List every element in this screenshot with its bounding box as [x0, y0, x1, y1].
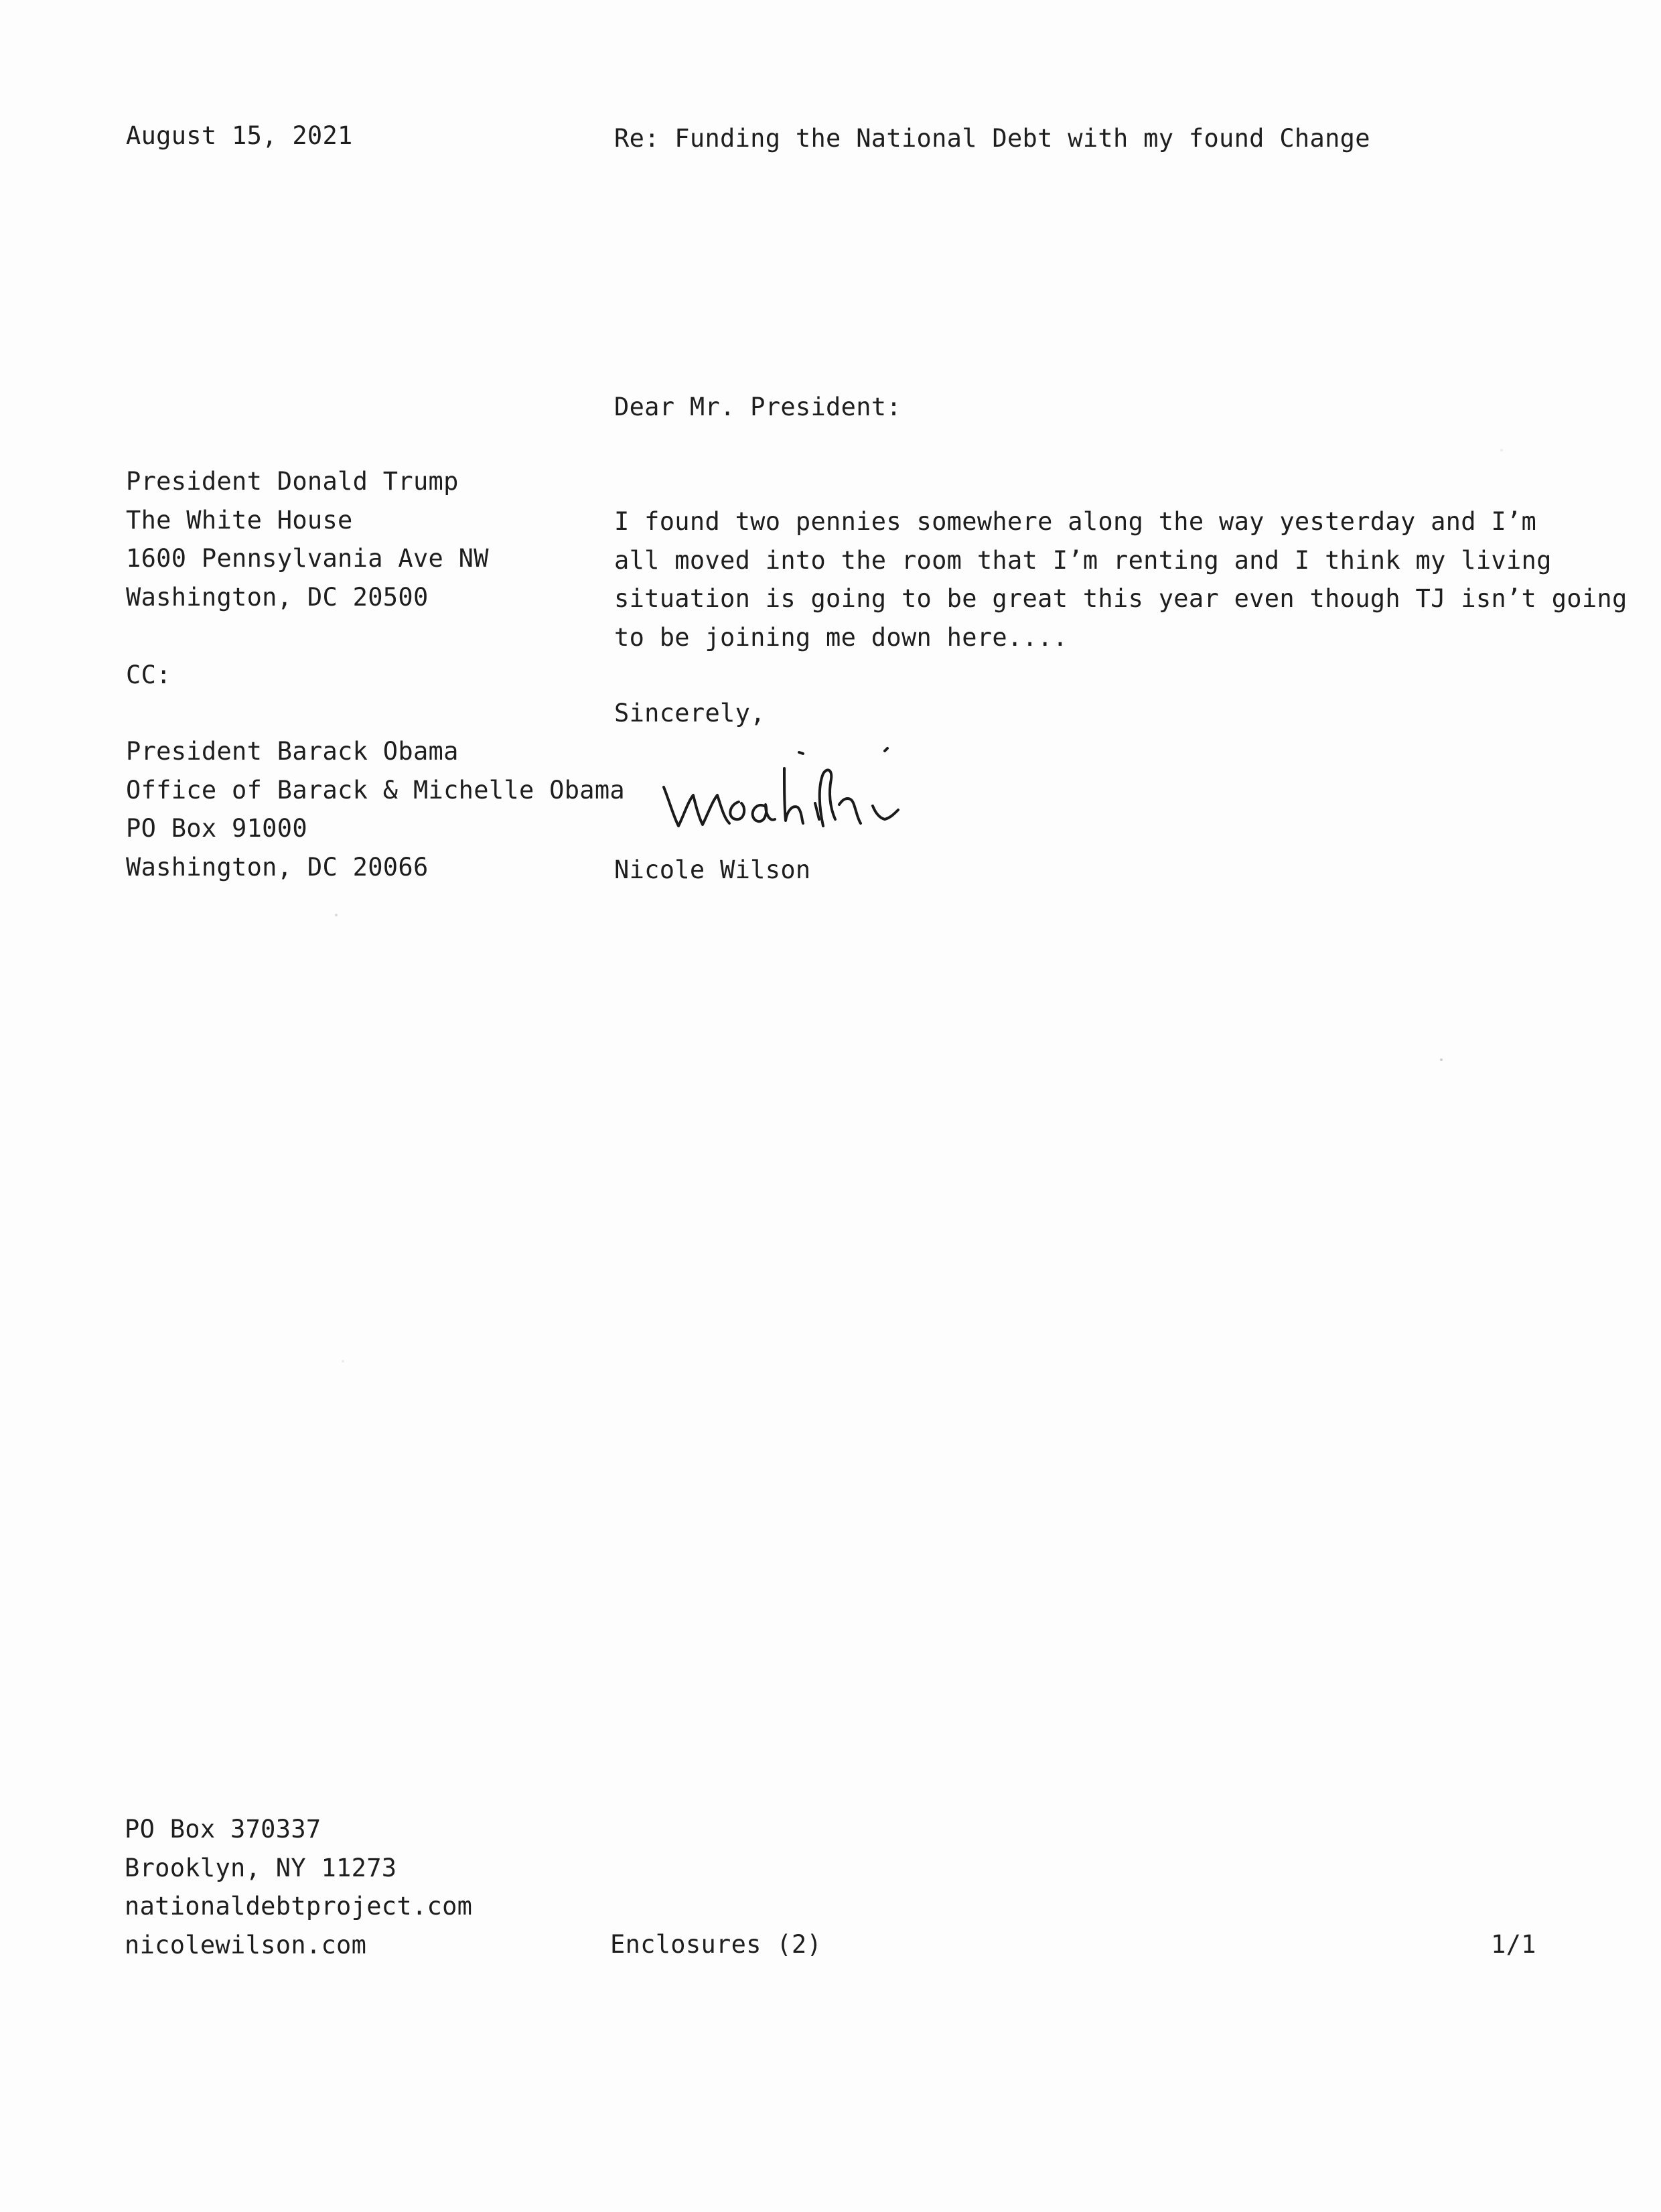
scan-speck — [342, 1360, 344, 1363]
cc-line: PO Box 91000 — [126, 814, 307, 843]
signer-name: Nicole Wilson — [614, 855, 811, 884]
sender-line: nationaldebtproject.com — [125, 1892, 473, 1921]
cc-line: Washington, DC 20066 — [126, 852, 429, 882]
handwritten-signature-icon — [660, 740, 995, 847]
letter-body — [614, 502, 1628, 656]
letter-subject: Re: Funding the National Debt with my found Change — [614, 124, 1370, 153]
recipient-line: President Donald Trump — [126, 467, 459, 496]
recipient-line: 1600 Pennsylvania Ave NW — [126, 544, 489, 573]
cc-label: CC: — [126, 661, 171, 689]
body-line: all moved into the room that I’m renting and I think my living — [614, 545, 1552, 575]
cc-line: President Barack Obama — [126, 737, 459, 766]
cc-address — [126, 732, 625, 886]
scan-speck — [1440, 1058, 1443, 1061]
cc-line: Office of Barack & Michelle Obama — [126, 775, 626, 805]
scan-speck — [1500, 449, 1503, 452]
recipient-line: The White House — [126, 505, 353, 535]
body-line: situation is going to be great this year even though TJ isn’t going — [614, 584, 1628, 613]
enclosures-note: Enclosures (2) — [610, 1930, 822, 1959]
recipient-line: Washington, DC 20500 — [126, 582, 429, 612]
sender-line: Brooklyn, NY 11273 — [125, 1853, 397, 1882]
sender-address — [125, 1810, 472, 1964]
recipient-address — [126, 462, 489, 616]
body-line: I found two pennies somewhere along the way yesterday and I’m — [614, 507, 1537, 536]
salutation: Dear Mr. President: — [614, 393, 901, 421]
body-line: to be joining me down here.... — [614, 622, 1068, 652]
scan-speck — [335, 914, 338, 916]
sender-line: nicolewilson.com — [125, 1930, 367, 1959]
page-number: 1/1 — [1491, 1930, 1536, 1959]
closing: Sincerely, — [614, 699, 766, 728]
sender-line: PO Box 370337 — [125, 1815, 321, 1844]
letter-date: August 15, 2021 — [126, 121, 353, 150]
